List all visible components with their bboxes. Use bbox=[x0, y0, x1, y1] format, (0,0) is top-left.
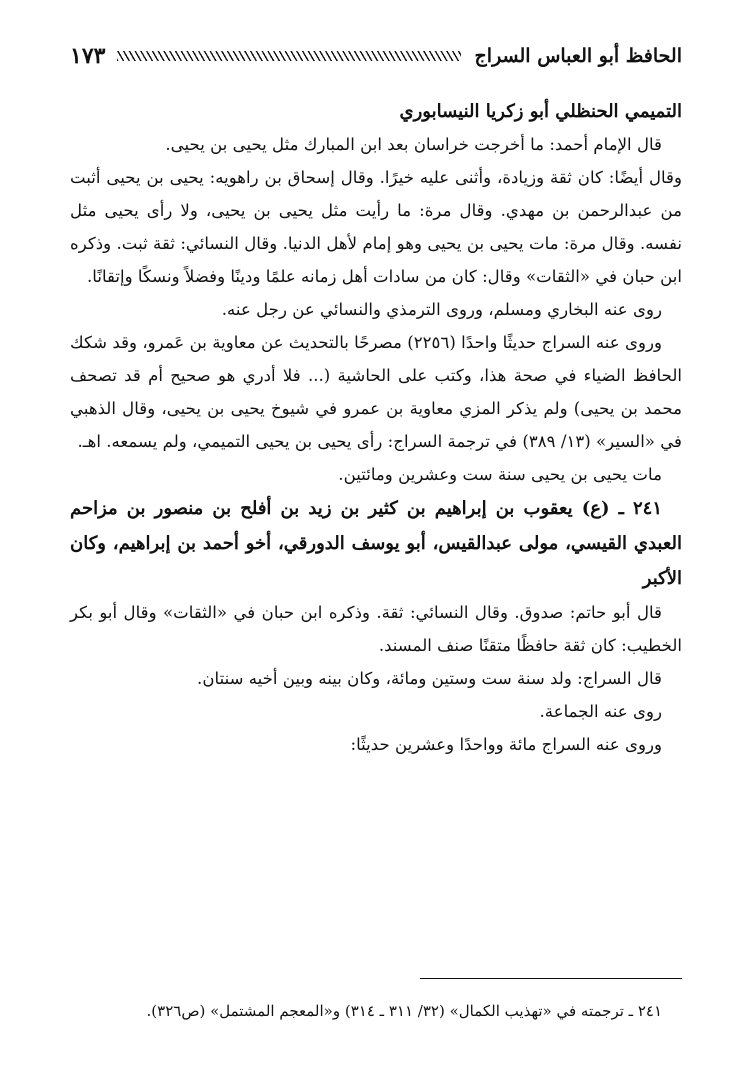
running-title: الحافظ أبو العباس السراج bbox=[474, 45, 682, 67]
paragraph: مات يحيى بن يحيى سنة ست وعشرين ومائتين. bbox=[338, 465, 662, 484]
paragraph: وقال أيضًا: كان ثقة وزيادة، وأثنى عليه خيرًا. وقال إسحاق بن راهويه: يحيى بن يحيى أثبت من عبدالرحمن بن مهدي. وقال مرة: ما رأيت مثل يحيى بن يحيى، ولا رأى يحيى مثل نفسه. وقال مرة: مات يحيى بن يحيى وهو إمام لأهل الدنيا. وقال النسائي: ثقة ثبت. وذكره ابن حبان في «الثقات» وقال: كان من سادات أهل زمانه علمًا ودينًا وفضلاً ونسكًا وإتقانًا. bbox=[70, 168, 682, 286]
paragraph: روى عنه الجماعة. bbox=[539, 702, 662, 721]
paragraph: وروى عنه السراج حديثًا واحدًا (٢٢٥٦) مصرحًا بالتحديث عن معاوية بن عَمرو، وقد شكك الحافظ الضياء في صحة هذا، وكتب على الحاشية (... فلا أدري هو صحيح أم قد تصحف محمد بن يحيى) ولم يذكر المزي معاوية بن عمرو في شيوخ يحيى بن يحيى، وقال الذهبي في «السير» (١٣/ ٣٨٩) في ترجمة السراج: رأى يحيى بن يحيى التميمي، ولم يسمعه. اهـ. bbox=[70, 333, 682, 451]
paragraph: قال أبو حاتم: صدوق. وقال النسائي: ثقة. وذكره ابن حبان في «الثقات» وقال أبو بكر الخطيب: كان ثقة حافظًا متقنًا صنف المسند. bbox=[70, 603, 682, 655]
header-hatch-rule bbox=[117, 51, 460, 61]
paragraph: وروى عنه السراج مائة وواحدًا وعشرين حديثًا: bbox=[350, 735, 662, 754]
footnote-divider bbox=[420, 978, 682, 979]
page-header bbox=[70, 40, 682, 72]
entry-heading: ٢٤١ ـ (ع) يعقوب بن إبراهيم بن كثير بن زيد بن أفلح بن منصور بن مزاحم العبدي القيسي، مولى عبدالقيس، أبو يوسف الدورقي، أخو أحمد بن إبراهيم، وكان الأكبر bbox=[70, 498, 682, 589]
page-number: ١٧٣ bbox=[70, 43, 106, 69]
continued-heading: التميمي الحنظلي أبو زكريا النيسابوري bbox=[399, 101, 682, 122]
paragraph: روى عنه البخاري ومسلم، وروى الترمذي والنسائي عن رجل عنه. bbox=[221, 300, 662, 319]
paragraph: قال الإمام أحمد: ما أخرجت خراسان بعد ابن المبارك مثل يحيى بن يحيى. bbox=[165, 135, 662, 154]
footnote: ٢٤١ ـ ترجمته في «تهذيب الكمال» (٣٢/ ٣١١ ـ ٣١٤) و«المعجم المشتمل» (ص٣٢٦). bbox=[146, 1002, 662, 1020]
main-text bbox=[70, 95, 682, 761]
paragraph: قال السراج: ولد سنة ست وستين ومائة، وكان بينه وبين أخيه سنتان. bbox=[197, 669, 662, 688]
